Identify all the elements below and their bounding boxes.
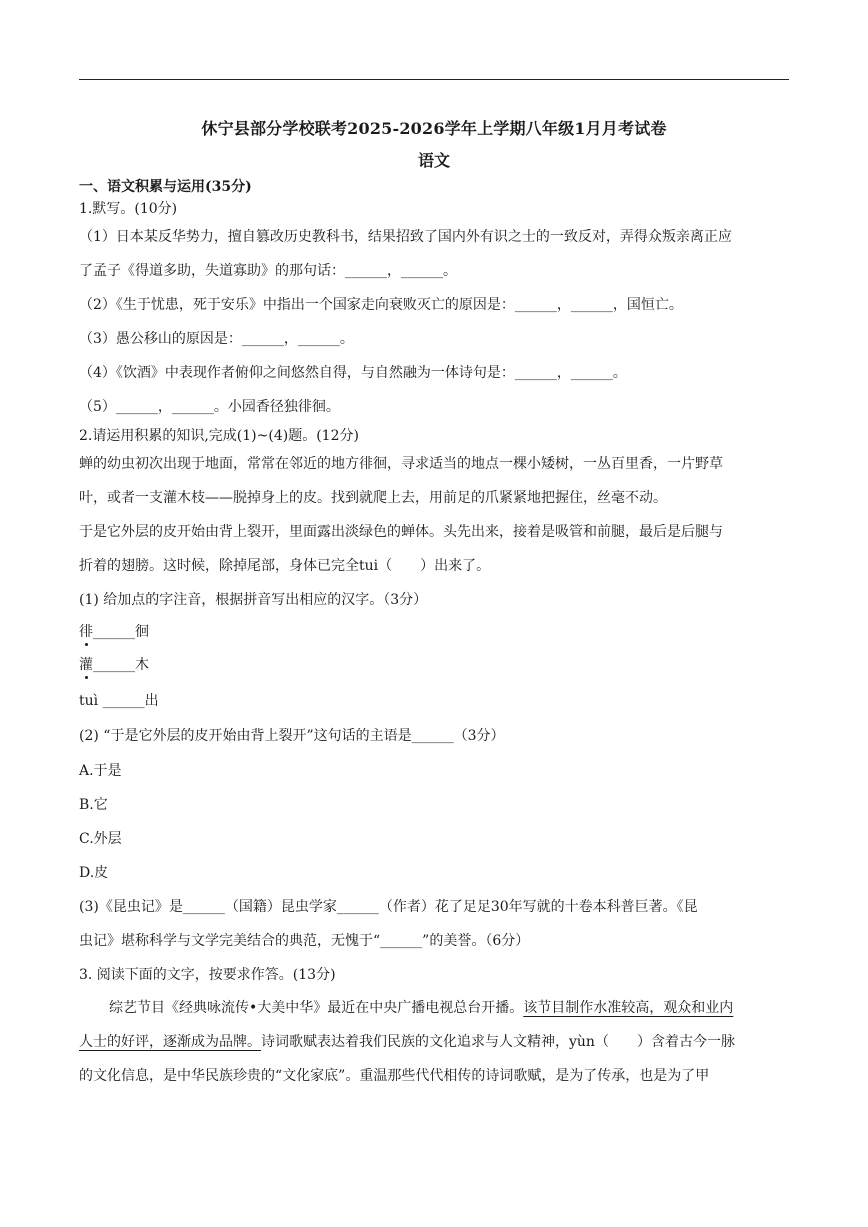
q2-option-d: D.皮 — [79, 865, 109, 881]
q2-word2 — [79, 656, 149, 674]
q2-para1-line1: 蝉的幼虫初次出现于地面，常常在邻近的地方徘徊，寻求适当的地点一棵小矮树，一丛百里香，一片野草 — [79, 456, 723, 472]
q1-item1-line1: （1）日本某反华势力，擅自篡改历史教科书，结果招致了国内外有识之士的一致反对，弄得众叛亲离正应 — [79, 229, 732, 245]
q1-item3: （3）愚公移山的原因是：______，______。 — [79, 331, 354, 347]
q1-item2: （2）《生于忧患，死于安乐》中指出一个国家走向衰败灭亡的原因是：______，______，国恒亡。 — [79, 297, 683, 313]
section-heading: 一、语文积累与运用(35分) — [79, 179, 252, 195]
q2-option-c: C.外层 — [79, 831, 122, 847]
q2-para2-line2: 折着的翅膀。这时候，除掉尾部，身体已完全tui（ ）出来了。 — [79, 558, 491, 574]
underlined-sentence: 该节目制作水准较高，观众和业内 — [523, 1000, 734, 1016]
q2-heading: 2.请运用积累的知识,完成(1)~(4)题。(12分) — [79, 428, 359, 444]
q2-sub3-line1: (3)《昆虫记》是______（国籍）昆虫学家______（作者）花了足足30年写就的十卷本科普巨著。《昆 — [79, 899, 698, 915]
q2-option-a: A.于是 — [79, 763, 122, 779]
header-rule — [79, 79, 789, 80]
q3-heading: 3. 阅读下面的文字，按要求作答。(13分) — [79, 967, 336, 983]
q3-line2-text: 诗词歌赋表达着我们民族的文化追求与人文精神，yùn（ ）含着古今一脉 — [261, 1034, 735, 1050]
dotted-char: 灌 — [79, 657, 93, 673]
q2-para1-line2: 叶，或者一支灌木枝——脱掉身上的皮。找到就爬上去，用前足的爪紧紧地把握住，丝毫不动。 — [79, 490, 667, 506]
exam-title: 休宁县部分学校联考2025-2026学年上学期八年级1月月考试卷 — [201, 119, 667, 138]
q2-word3: tuì ______出 — [79, 693, 159, 709]
q2-word1-rest: ______徊 — [93, 624, 149, 640]
exam-subject: 语文 — [417, 151, 450, 170]
q2-word1 — [79, 623, 149, 641]
q2-word2-rest: ______木 — [93, 657, 149, 673]
q1-item1-line2: 了孟子《得道多助，失道寡助》的那句话：______，______。 — [79, 263, 457, 279]
q1-heading: 1.默写。(10分) — [79, 201, 178, 217]
dotted-char: 徘 — [79, 624, 93, 640]
q2-para2-line1: 于是它外层的皮开始由背上裂开，里面露出淡绿色的蝉体。头先出来，接着是吸管和前腿，最后是后腿与 — [79, 524, 723, 540]
q2-sub3-line2: 虫记》堪称科学与文学完美结合的典范，无愧于“______”的美誉。（6分） — [79, 933, 530, 949]
q2-sub2: (2) “于是它外层的皮开始由背上裂开”这句话的主语是______（3分） — [79, 728, 505, 744]
q3-line1-text: 综艺节目《经典咏流传•大美中华》最近在中央广播电视总台开播。 — [109, 1000, 524, 1016]
q3-line2 — [79, 1033, 735, 1051]
underlined-sentence: 人士的好评，逐渐成为品牌。 — [79, 1034, 261, 1050]
q1-item5: （5）______，______。小园香径独徘徊。 — [79, 399, 340, 415]
q3-line1 — [109, 999, 733, 1017]
q2-option-b: B.它 — [79, 797, 108, 813]
q3-line3: 的文化信息，是中华民族珍贵的“文化家底”。重温那些代代相传的诗词歌赋，是为了传承，也是为了甲 — [79, 1068, 710, 1084]
q1-item4: （4）《饮酒》中表现作者俯仰之间悠然自得，与自然融为一体诗句是：______，______。 — [79, 365, 627, 381]
q2-sub1: (1) 给加点的字注音，根据拼音写出相应的汉字。（3分） — [79, 592, 428, 608]
